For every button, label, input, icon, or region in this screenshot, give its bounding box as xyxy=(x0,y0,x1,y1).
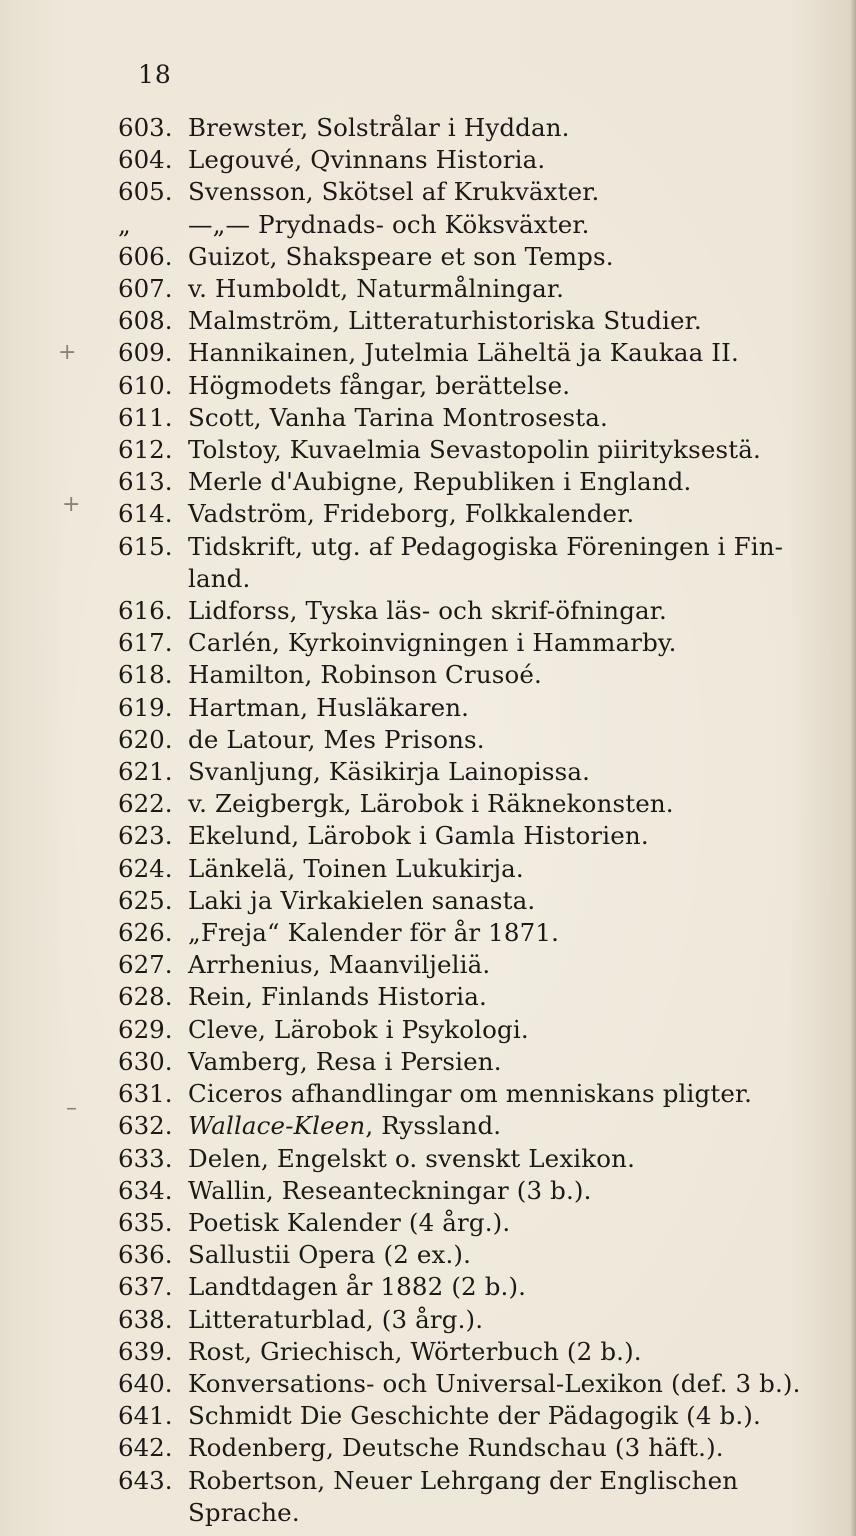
catalogue-entry xyxy=(0,1143,856,1175)
entry-number: 637. xyxy=(118,1272,173,1302)
entry-number: 626. xyxy=(118,918,173,948)
entry-number: 629. xyxy=(118,1014,173,1044)
entry-number: 630. xyxy=(118,1046,173,1076)
entry-text: Schmidt Die Geschichte der Pädagogik (4 b.). xyxy=(188,1401,761,1431)
catalogue-entry xyxy=(0,273,856,305)
catalogue-entry xyxy=(0,176,856,208)
entry-title xyxy=(180,498,856,530)
entry-number: 614. xyxy=(118,499,173,529)
entry-title xyxy=(180,241,856,273)
entry-text: —„— Prydnads- och Köksväxter. xyxy=(188,209,590,239)
entry-number: 639. xyxy=(118,1336,173,1366)
entry-text: Wallin, Reseanteckningar (3 b.). xyxy=(188,1175,592,1205)
catalogue-entry xyxy=(0,402,856,434)
entry-text: Wallace-Kleen, Ryssland. xyxy=(188,1111,502,1141)
catalogue-entry xyxy=(0,1046,856,1078)
catalogue-entry xyxy=(0,209,856,241)
entry-text: Hannikainen, Jutelmia Läheltä ja Kaukaa II. xyxy=(188,338,739,368)
entry-continuation: Sprache. xyxy=(188,1497,300,1527)
catalogue-entry xyxy=(0,853,856,885)
entry-number: 618. xyxy=(118,660,173,690)
entry-number: 642. xyxy=(118,1433,173,1463)
entry-text: Tolstoy, Kuvaelmia Sevastopolin piirityksestä. xyxy=(188,435,761,465)
entry-number: 604. xyxy=(118,145,173,175)
entry-number: 612. xyxy=(118,435,173,465)
entry-number: 643. xyxy=(118,1465,173,1495)
entry-number: 610. xyxy=(118,370,173,400)
entry-text: Konversations- och Universal-Lexikon (def. 3 b.). xyxy=(188,1368,801,1398)
catalogue-entry xyxy=(0,595,856,627)
entry-text: v. Humboldt, Naturmålningar. xyxy=(188,274,565,304)
catalogue-entry xyxy=(0,692,856,724)
catalogue-entry xyxy=(0,144,856,176)
catalogue-entry xyxy=(0,466,856,498)
entry-text: Rodenberg, Deutsche Rundschau (3 häft.). xyxy=(188,1433,724,1463)
entry-text: Länkelä, Toinen Lukukirja. xyxy=(188,853,524,883)
entry-title xyxy=(180,1143,856,1175)
entry-number: 628. xyxy=(118,982,173,1012)
entry-text: Högmodets fångar, berättelse. xyxy=(188,370,571,400)
entry-title xyxy=(180,692,856,724)
catalogue-entry xyxy=(0,885,856,917)
catalogue-entry xyxy=(0,1239,856,1271)
entry-title xyxy=(180,659,856,691)
entry-title xyxy=(180,1046,856,1078)
entry-number: 622. xyxy=(118,789,173,819)
entry-number: 636. xyxy=(118,1240,173,1270)
entry-title xyxy=(180,531,856,595)
entry-number: 605. xyxy=(118,177,173,207)
entry-continuation: land. xyxy=(188,563,251,593)
entry-title xyxy=(180,337,856,369)
entry-title xyxy=(180,1465,856,1529)
entry-number: 624. xyxy=(118,853,173,883)
entry-title xyxy=(180,209,856,241)
catalogue-entry xyxy=(0,788,856,820)
entry-text: Arrhenius, Maanviljeliä. xyxy=(188,950,491,980)
entry-number: „ xyxy=(118,209,131,239)
catalogue-entry xyxy=(0,1014,856,1046)
entry-title xyxy=(180,1432,856,1464)
entry-title xyxy=(180,981,856,1013)
catalogue-entry xyxy=(0,659,856,691)
catalogue-entry xyxy=(0,370,856,402)
entry-number: 615. xyxy=(118,531,173,561)
entry-number: 635. xyxy=(118,1207,173,1237)
catalogue-entry xyxy=(0,981,856,1013)
margin-mark-cross: + xyxy=(58,340,77,365)
catalogue-entry xyxy=(0,1465,856,1529)
catalogue-entry xyxy=(0,756,856,788)
catalogue-entry xyxy=(0,112,856,144)
entry-text: Landtdagen år 1882 (2 b.). xyxy=(188,1272,527,1302)
catalogue-entry xyxy=(0,305,856,337)
entry-number: 640. xyxy=(118,1368,173,1398)
catalogue-entry xyxy=(0,1368,856,1400)
entry-text: Hartman, Husläkaren. xyxy=(188,692,470,722)
margin-mark-cross: + xyxy=(62,492,81,517)
entry-text: Carlén, Kyrkoinvigningen i Hammarby. xyxy=(188,628,677,658)
catalogue-list xyxy=(0,112,856,1529)
entry-text: Legouvé, Qvinnans Historia. xyxy=(188,145,546,175)
entry-number: 616. xyxy=(118,596,173,626)
entry-title xyxy=(180,1336,856,1368)
catalogue-entry xyxy=(0,917,856,949)
entry-text: Scott, Vanha Tarina Montrosesta. xyxy=(188,402,608,432)
catalogue-entry xyxy=(0,724,856,756)
page-edge-shadow xyxy=(850,0,856,1536)
entry-number: 632. xyxy=(118,1111,173,1141)
entry-text: Sallustii Opera (2 ex.). xyxy=(188,1240,472,1270)
entry-text: Cleve, Lärobok i Psykologi. xyxy=(188,1014,529,1044)
entry-text: Ciceros afhandlingar om menniskans pligter. xyxy=(188,1079,753,1109)
entry-title xyxy=(180,144,856,176)
entry-title xyxy=(180,1110,856,1142)
entry-title xyxy=(180,1014,856,1046)
entry-number: 627. xyxy=(118,950,173,980)
entry-number: 611. xyxy=(118,402,173,432)
catalogue-entry xyxy=(0,949,856,981)
entry-text: Vamberg, Resa i Persien. xyxy=(188,1046,502,1076)
entry-number: 620. xyxy=(118,724,173,754)
entry-number: 603. xyxy=(118,113,173,142)
entry-number: 608. xyxy=(118,306,173,336)
catalogue-entry xyxy=(0,1175,856,1207)
entry-number: 619. xyxy=(118,692,173,722)
entry-number: 638. xyxy=(118,1304,173,1334)
catalogue-entry xyxy=(0,1110,856,1142)
entry-title xyxy=(180,724,856,756)
catalogue-entry xyxy=(0,1432,856,1464)
entry-text: Laki ja Virkakielen sanasta. xyxy=(188,885,536,915)
entry-text: Poetisk Kalender (4 årg.). xyxy=(188,1207,511,1237)
entry-text: Merle d'Aubigne, Republiken i England. xyxy=(188,467,692,497)
catalogue-entry xyxy=(0,434,856,466)
entry-title xyxy=(180,1175,856,1207)
catalogue-entry xyxy=(0,1304,856,1336)
catalogue-entry xyxy=(0,1271,856,1303)
entry-number: 634. xyxy=(118,1175,173,1205)
catalogue-entry xyxy=(0,1400,856,1432)
entry-title xyxy=(180,402,856,434)
entry-text: „Freja“ Kalender för år 1871. xyxy=(188,918,560,948)
entry-number: 625. xyxy=(118,885,173,915)
catalogue-entry xyxy=(0,241,856,273)
entry-number: 613. xyxy=(118,467,173,497)
entry-title xyxy=(180,1400,856,1432)
entry-title xyxy=(180,885,856,917)
entry-number: 617. xyxy=(118,628,173,658)
catalogue-entry xyxy=(0,1336,856,1368)
entry-text: Robertson, Neuer Lehrgang der Englischen xyxy=(188,1465,739,1495)
entry-text: Guizot, Shakspeare et son Temps. xyxy=(188,241,614,271)
catalogue-entry xyxy=(0,498,856,530)
entry-number: 621. xyxy=(118,757,173,787)
entry-text: Tidskrift, utg. af Pedagogiska Föreningen i Fin- xyxy=(188,531,784,561)
entry-title xyxy=(180,305,856,337)
entry-text: v. Zeigbergk, Lärobok i Räknekonsten. xyxy=(188,789,674,819)
entry-title xyxy=(180,176,856,208)
entry-title xyxy=(180,466,856,498)
entry-text: Litteraturblad, (3 årg.). xyxy=(188,1304,484,1334)
catalogue-entry xyxy=(0,627,856,659)
page-number: 18 xyxy=(138,60,172,89)
entry-text: Lidforss, Tyska läs- och skrif-öfningar. xyxy=(188,596,667,626)
catalogue-entry xyxy=(0,1207,856,1239)
entry-number: 631. xyxy=(118,1079,173,1109)
entry-title xyxy=(180,853,856,885)
entry-number: 633. xyxy=(118,1143,173,1173)
entry-title xyxy=(180,949,856,981)
catalogue-entry xyxy=(0,820,856,852)
entry-text: Svensson, Skötsel af Krukväxter. xyxy=(188,177,600,207)
entry-title xyxy=(180,1078,856,1110)
entry-title xyxy=(180,917,856,949)
margin-mark-dash: – xyxy=(66,1096,77,1121)
entry-text: Vadström, Frideborg, Folkkalender. xyxy=(188,499,635,529)
catalogue-entry xyxy=(0,337,856,369)
entry-text: de Latour, Mes Prisons. xyxy=(188,724,485,754)
entry-text: Delen, Engelskt o. svenskt Lexikon. xyxy=(188,1143,636,1173)
catalogue-entry xyxy=(0,1078,856,1110)
entry-title xyxy=(180,756,856,788)
entry-title xyxy=(180,627,856,659)
entry-title xyxy=(180,1239,856,1271)
entry-number: 623. xyxy=(118,821,173,851)
entry-text: Brewster, Solstrålar i Hyddan. xyxy=(188,113,570,142)
entry-number: 606. xyxy=(118,241,173,271)
entry-title xyxy=(180,1207,856,1239)
entry-title xyxy=(180,788,856,820)
entry-number: 607. xyxy=(118,274,173,304)
entry-title xyxy=(180,273,856,305)
catalogue-entry xyxy=(0,531,856,595)
entry-title xyxy=(180,112,856,144)
entry-text: Malmström, Litteraturhistoriska Studier. xyxy=(188,306,702,336)
entry-title xyxy=(180,1368,856,1400)
entry-title xyxy=(180,820,856,852)
entry-number: 641. xyxy=(118,1401,173,1431)
entry-text: Rein, Finlands Historia. xyxy=(188,982,487,1012)
entry-title xyxy=(180,370,856,402)
entry-text: Ekelund, Lärobok i Gamla Historien. xyxy=(188,821,649,851)
entry-text: Svanljung, Käsikirja Lainopissa. xyxy=(188,757,591,787)
entry-title xyxy=(180,1304,856,1336)
entry-text: Rost, Griechisch, Wörterbuch (2 b.). xyxy=(188,1336,642,1366)
entry-number: 609. xyxy=(118,338,173,368)
entry-text: Hamilton, Robinson Crusoé. xyxy=(188,660,542,690)
entry-title xyxy=(180,595,856,627)
entry-title xyxy=(180,1271,856,1303)
entry-title xyxy=(180,434,856,466)
